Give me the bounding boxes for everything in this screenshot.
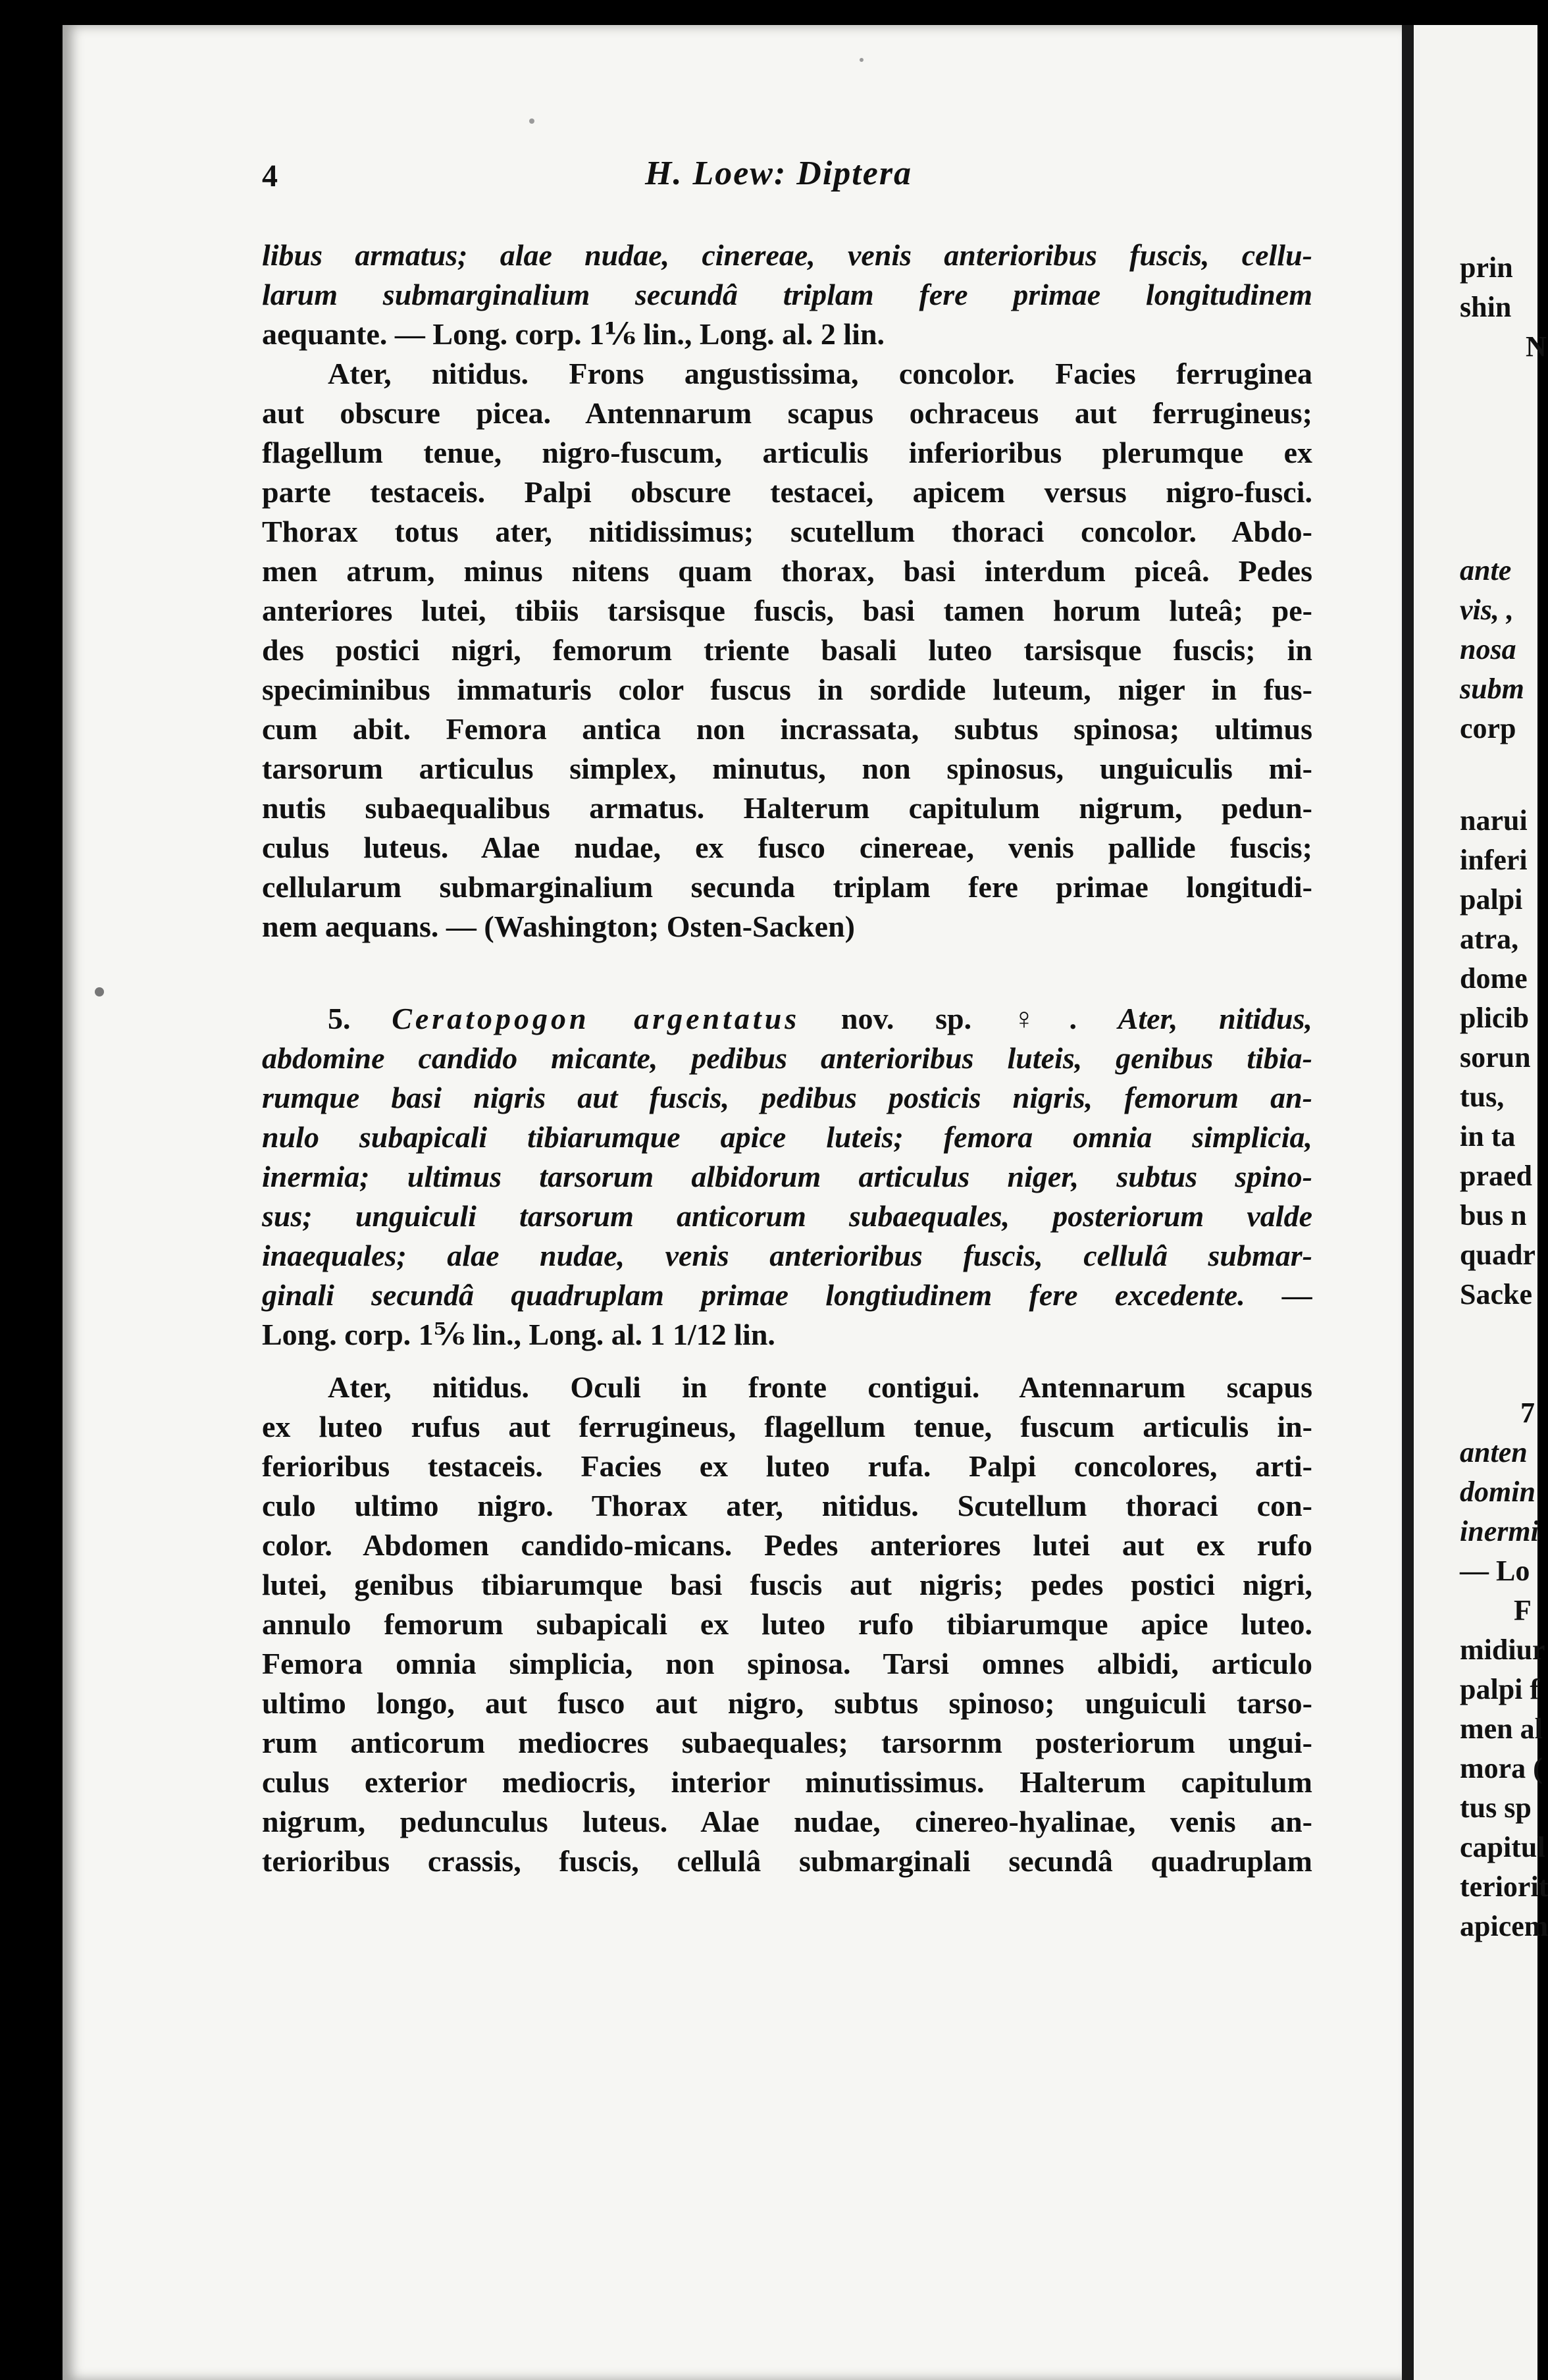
right-page-fragment: 7: [1520, 1397, 1535, 1429]
text-line: anteriores lutei, tibiis tarsisque fuscis, basi tamen horum luteâ; pe-: [262, 594, 1312, 627]
right-page-fragment: men al: [1460, 1713, 1543, 1745]
paper-spot: [95, 987, 104, 996]
right-page-fragment: ante: [1460, 554, 1512, 586]
text-line: inaequales; alae nudae, venis anterioribus fuscis, cellulâ submar-: [262, 1239, 1312, 1272]
right-page-fragment: palpi: [1460, 883, 1523, 916]
right-page-fragment: palpi f: [1460, 1673, 1540, 1705]
text-line: libus armatus; alae nudae, cinereae, venis anterioribus fuscis, cellu-: [262, 238, 1312, 272]
species-heading-full-text: [262, 999, 1312, 1039]
right-page-fragment: Sacke: [1460, 1278, 1532, 1310]
text-line: des postici nigri, femorum triente basali luteo tarsisque fuscis; in: [262, 633, 1312, 667]
book-gutter: [1402, 25, 1414, 2380]
text-line: ultimo longo, aut fusco aut nigro, subtus spinoso; unguiculi tarso-: [262, 1686, 1312, 1720]
right-page-fragment: apicem: [1460, 1910, 1548, 1942]
text-line: flagellum tenue, nigro-fuscum, articulis inferioribus plerumque ex: [262, 436, 1312, 469]
text-line: ferioribus testaceis. Facies ex luteo rufa. Palpi concolores, arti-: [262, 1449, 1312, 1483]
right-page-fragment: tus,: [1460, 1081, 1505, 1113]
paper-spot: [529, 118, 534, 124]
right-page-fragment: dome: [1460, 962, 1528, 995]
text-line: aequante. — Long. corp. 1⅙ lin., Long. al. 2 lin.: [262, 317, 885, 351]
text-line: rumque basi nigris aut fuscis, pedibus posticis nigris, femorum an-: [262, 1081, 1312, 1114]
right-page-fragment: sorun: [1460, 1041, 1531, 1074]
species-number: 5.: [328, 1002, 351, 1035]
right-page-fragment: bus n: [1460, 1199, 1527, 1231]
text-line: color. Abdomen candido-micans. Pedes anteriores lutei aut ex rufo: [262, 1528, 1312, 1562]
right-page-fragment: subm: [1460, 673, 1524, 705]
right-page-fragment: N: [1526, 330, 1547, 363]
text-line: ginali secundâ quadruplam primae longtiudinem fere excedente. —: [262, 1278, 1312, 1312]
species-name: Ceratopogon argentatus: [392, 1002, 800, 1035]
text-line: cellularum submarginalium secunda triplam fere primae longitudi-: [262, 870, 1312, 904]
text-line: Femora omnia simplicia, non spinosa. Tarsi omnes albidi, articulo: [262, 1647, 1312, 1680]
text-line: Long. corp. 1⅚ lin., Long. al. 1 1/12 lin.: [262, 1318, 775, 1351]
right-page-fragment: atra,: [1460, 923, 1519, 955]
scan-border: [0, 0, 1537, 26]
text-line: culus exterior mediocris, interior minutissimus. Halterum capitulum: [262, 1765, 1312, 1799]
right-page-fragment: praed: [1460, 1160, 1532, 1192]
right-page-fragment: — Lo: [1460, 1555, 1530, 1587]
text-line: larum submarginalium secundâ triplam fere primae longitudinem: [262, 278, 1312, 311]
running-title: H. Loew: Diptera: [645, 155, 913, 192]
text-line: culus luteus. Alae nudae, ex fusco cinereae, venis pallide fuscis;: [262, 831, 1312, 864]
right-page-fragment: anten: [1460, 1436, 1528, 1468]
right-page-fragment: corp: [1460, 712, 1516, 744]
right-page-fragment: nosa: [1460, 633, 1516, 665]
right-page-fragment: teriorit: [1460, 1871, 1548, 1903]
right-page-fragment: prin: [1460, 251, 1513, 284]
text-line: terioribus crassis, fuscis, cellulâ submarginali secundâ quadruplam: [262, 1844, 1312, 1878]
text-line: annulo femorum subapicali ex luteo rufo tibiarumque apice luteo.: [262, 1607, 1312, 1641]
text-line: Thorax totus ater, nitidissimus; scutellum thoraci concolor. Abdo-: [262, 515, 1312, 548]
text-line: Ater, nitidus. Frons angustissima, concolor. Facies ferruginea: [328, 357, 1312, 390]
right-page-fragment: inermi: [1460, 1515, 1539, 1547]
text-line: culo ultimo nigro. Thorax ater, nitidus. Scutellum thoraci con-: [262, 1489, 1312, 1522]
text-line: parte testaceis. Palpi obscure testacei, apicem versus nigro-fusci.: [262, 475, 1312, 509]
text-line: nulo subapicali tibiarumque apice luteis; femora omnia simplicia,: [262, 1120, 1312, 1154]
right-page-fragment: mora (: [1460, 1752, 1543, 1784]
text-line: inermia; ultimus tarsorum albidorum articulus niger, subtus spino-: [262, 1160, 1312, 1193]
right-page-fragment: F: [1514, 1594, 1532, 1626]
right-page-fragment: quadr: [1460, 1239, 1535, 1271]
species-diagnosis-start: Ater, nitidus,: [1118, 1002, 1312, 1035]
text-line: nutis subaequalibus armatus. Halterum capitulum nigrum, pedun-: [262, 791, 1312, 825]
text-line: sus; unguiculi tarsorum anticorum subaequales, posteriorum valde: [262, 1199, 1312, 1233]
right-page-fragment: plicib: [1460, 1002, 1530, 1034]
species-status: nov. sp. ♀.: [840, 1002, 1077, 1035]
text-line: Ater, nitidus. Oculi in fronte contigui. Antennarum scapus: [328, 1370, 1312, 1404]
right-page-fragment: inferi: [1460, 844, 1528, 876]
text-line: nem aequans. — (Washington; Osten-Sacken): [262, 910, 855, 943]
right-page-fragment: tus sp: [1460, 1792, 1532, 1824]
text-line: men atrum, minus nitens quam thorax, basi interdum piceâ. Pedes: [262, 554, 1312, 588]
right-page-fragment: shin: [1460, 291, 1512, 323]
right-page-fragment: narui: [1460, 804, 1528, 837]
text-line: aut obscure picea. Antennarum scapus ochraceus aut ferrugineus;: [262, 396, 1312, 430]
text-line: cum abit. Femora antica non incrassata, subtus spinosa; ultimus: [262, 712, 1312, 746]
text-line: rum anticorum mediocres subaequales; tarsornm posteriorum ungui-: [262, 1726, 1312, 1759]
paper-spot: [860, 58, 864, 62]
right-page-fragment: capitul: [1460, 1831, 1545, 1863]
right-page-fragment: vis, ,: [1460, 594, 1514, 626]
text-line: ex luteo rufus aut ferrugineus, flagellum tenue, fuscum articulis in-: [262, 1410, 1312, 1443]
text-line: nigrum, pedunculus luteus. Alae nudae, cinereo-hyalinae, venis an-: [262, 1805, 1312, 1838]
text-line: lutei, genibus tibiarumque basi fuscis aut nigris; pedes postici nigri,: [262, 1568, 1312, 1601]
right-page-fragment: in ta: [1460, 1120, 1516, 1152]
page-number: 4: [262, 159, 278, 194]
text-line: abdomine candido micante, pedibus anterioribus luteis, genibus tibia-: [262, 1041, 1312, 1075]
text-line: speciminibus immaturis color fuscus in sordide luteum, niger in fus-: [262, 673, 1312, 706]
right-page-fragment: midiur: [1460, 1634, 1545, 1666]
right-page-fragment: domin: [1460, 1476, 1535, 1508]
text-line: tarsorum articulus simplex, minutus, non spinosus, unguiculis mi-: [262, 752, 1312, 785]
